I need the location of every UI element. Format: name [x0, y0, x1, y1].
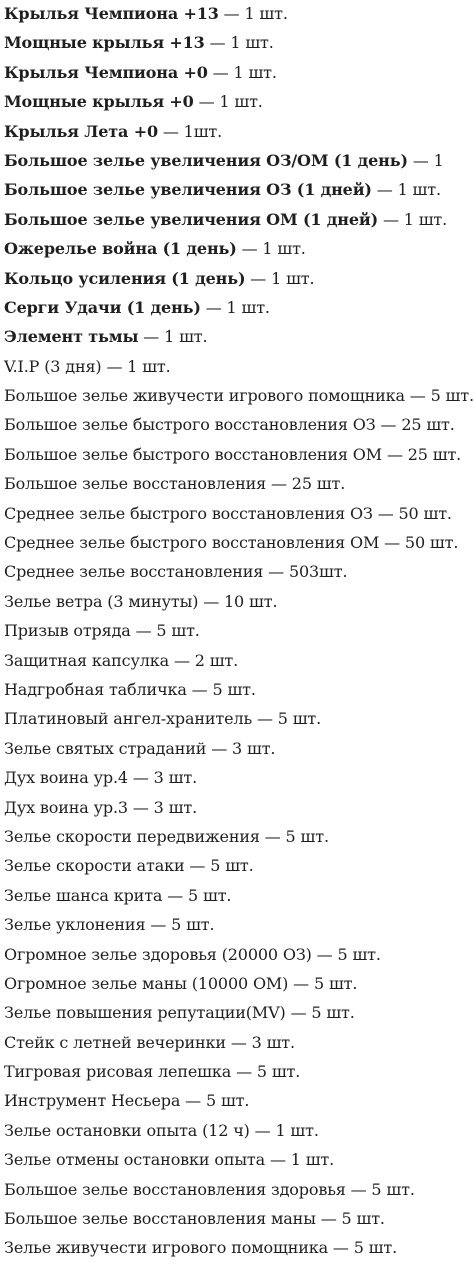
item-name: Дух воина ур.4 [4, 768, 128, 788]
item-name: Зелье скорости передвижения [4, 826, 260, 846]
list-item [4, 175, 465, 204]
item-quantity: — 25 шт. [375, 415, 455, 435]
item-name: Ожерелье война (1 день) [4, 239, 237, 259]
list-item [4, 793, 465, 822]
list-item [4, 146, 465, 175]
item-name: Зелье отмены остановки опыта [4, 1150, 266, 1170]
item-quantity: — 10 шт. [198, 591, 278, 611]
item-quantity: — 5 шт. [345, 1179, 415, 1199]
item-quantity: — 1 шт. [207, 62, 277, 82]
item-quantity: — 5 шт. [180, 1091, 250, 1111]
item-quantity: — 1 шт. [245, 268, 315, 288]
item-quantity: — 2 шт. [169, 650, 239, 670]
list-item [4, 998, 465, 1027]
item-name: Зелье шанса крита [4, 885, 163, 905]
item-name: Зелье остановки опыта (12 ч) [4, 1120, 250, 1140]
list-item [4, 704, 465, 733]
item-name: Большое зелье увеличения ОМ (1 дней) [4, 209, 379, 229]
list-item [4, 352, 465, 381]
list-item [4, 969, 465, 998]
item-name: Огромное зелье маны (10000 ОМ) [4, 973, 289, 993]
list-item [4, 205, 465, 234]
item-name: Среднее зелье быстрого восстановления ОЗ [4, 503, 373, 523]
list-item [4, 528, 465, 557]
item-quantity: — 5 шт. [315, 1209, 385, 1229]
item-quantity: — 5 шт. [252, 709, 322, 729]
list-item [4, 616, 465, 645]
item-name: Зелье святых страданий [4, 738, 207, 758]
item-quantity: — 5 шт. [285, 1003, 355, 1023]
item-name: Инструмент Несьера [4, 1091, 181, 1111]
item-quantity: — 1 шт. [101, 356, 171, 376]
item-list [4, 0, 474, 1263]
item-name: Серги Удачи (1 день) [4, 297, 201, 317]
item-quantity: — 1 шт. [378, 209, 448, 229]
item-name: Крылья Чемпиона +0 [4, 62, 208, 82]
item-name: Крылья Лета +0 [4, 121, 158, 141]
item-quantity: — 5 шт. [145, 915, 215, 935]
item-name: Огромное зелье здоровья (20000 ОЗ) [4, 944, 312, 964]
list-item [4, 940, 465, 969]
item-name: Зелье повышения репутации(MV) [4, 1003, 286, 1023]
list-item [4, 381, 474, 410]
item-name: Большое зелье восстановления маны [4, 1209, 316, 1229]
list-item [4, 1233, 465, 1262]
list-item [4, 587, 465, 616]
item-quantity: — 1 шт. [193, 92, 263, 112]
list-item [4, 410, 465, 439]
item-quantity: — 1 шт. [138, 327, 208, 347]
list-item [4, 910, 465, 939]
item-name: Большое зелье живучести игрового помощника [4, 386, 405, 406]
list-item [4, 881, 465, 910]
item-quantity: — 1шт. [157, 121, 223, 141]
item-name: Большое зелье увеличения ОЗ/ОМ (1 день) [4, 150, 408, 170]
item-name: Среднее зелье быстрого восстановления ОМ [4, 533, 380, 553]
item-name: Тигровая рисовая лепешка [4, 1062, 232, 1082]
list-item [4, 440, 465, 469]
item-quantity: — 3 шт. [127, 768, 198, 788]
item-quantity: — 50 шт. [379, 533, 459, 553]
item-name: Элемент тьмы [4, 327, 139, 347]
item-name: Большое зелье быстрого восстановления ОМ [4, 444, 383, 464]
item-name: V.I.P (3 дня) [4, 356, 102, 376]
list-item [4, 1175, 465, 1204]
list-item [4, 851, 465, 880]
list-item [4, 28, 465, 57]
item-name: Большое зелье восстановления здоровья [4, 1179, 346, 1199]
item-name: Мощные крылья +0 [4, 92, 194, 112]
item-quantity: — 5 шт. [404, 386, 474, 406]
list-item [4, 646, 465, 675]
item-quantity: — 50 шт. [372, 503, 452, 523]
item-name: Большое зелье быстрого восстановления ОЗ [4, 415, 376, 435]
item-quantity: — 5 шт. [231, 1062, 301, 1082]
list-item [4, 763, 465, 792]
item-quantity: — 3 шт. [127, 797, 198, 817]
item-quantity: — 1 шт. [265, 1150, 335, 1170]
list-item [4, 1028, 465, 1057]
item-quantity: — 5 шт. [311, 944, 381, 964]
item-name: Кольцо усиления (1 день) [4, 268, 246, 288]
list-item [4, 734, 465, 763]
item-quantity: — 1 шт. [371, 180, 441, 200]
item-name: Зелье ветра (3 минуты) [4, 591, 199, 611]
item-name: Среднее зелье восстановления [4, 562, 264, 582]
list-item [4, 1204, 465, 1233]
list-item [4, 499, 465, 528]
item-name: Зелье живучести игрового помощника [4, 1238, 328, 1258]
item-name: Призыв отряда [4, 621, 131, 641]
list-item [4, 1145, 465, 1174]
item-quantity: — 1 шт. [236, 239, 306, 259]
list-item [4, 469, 465, 498]
item-quantity: — 1 шт. [204, 33, 274, 53]
item-quantity: — 3 шт. [225, 1032, 295, 1052]
item-name: Стейк с летней вечеринки [4, 1032, 226, 1052]
item-name: Крылья Чемпиона +13 [4, 4, 219, 23]
item-quantity: — 5 шт. [186, 679, 256, 699]
list-item [4, 87, 465, 116]
list-item [4, 234, 465, 263]
item-quantity: — 1 [407, 150, 444, 170]
item-quantity: — 5 шт. [259, 826, 329, 846]
item-name: Большое зелье увеличения ОЗ (1 дней) [4, 180, 372, 200]
item-name: Зелье уклонения [4, 915, 146, 935]
list-item [4, 557, 465, 586]
list-item [4, 1116, 465, 1145]
item-quantity: — 5 шт. [162, 885, 232, 905]
list-item [4, 1086, 465, 1115]
item-name: Большое зелье восстановления [4, 474, 267, 494]
list-item [4, 0, 465, 28]
list-item [4, 822, 465, 851]
item-quantity: — 25 шт. [266, 474, 346, 494]
list-item [4, 117, 465, 146]
list-item [4, 322, 465, 351]
list-item [4, 675, 465, 704]
item-quantity: — 503шт. [263, 562, 348, 582]
item-quantity: — 5 шт. [327, 1238, 398, 1258]
item-name: Защитная капсулка [4, 650, 170, 670]
item-quantity: — 5 шт. [184, 856, 254, 876]
item-name: Зелье скорости атаки [4, 856, 185, 876]
list-item [4, 293, 465, 322]
item-quantity: — 5 шт. [130, 621, 200, 641]
list-item [4, 58, 465, 87]
item-quantity: — 3 шт. [206, 738, 276, 758]
item-name: Надгробная табличка [4, 679, 187, 699]
item-name: Дух воина ур.3 [4, 797, 128, 817]
item-name: Мощные крылья +13 [4, 33, 205, 53]
list-item [4, 264, 465, 293]
item-name: Платиновый ангел-хранитель [4, 709, 253, 729]
item-quantity: — 5 шт. [288, 973, 358, 993]
list-item [4, 1057, 465, 1086]
item-quantity: — 1 шт. [249, 1120, 319, 1140]
item-quantity: — 1 шт. [218, 4, 288, 23]
item-quantity: — 1 шт. [200, 297, 270, 317]
item-quantity: — 25 шт. [382, 444, 462, 464]
